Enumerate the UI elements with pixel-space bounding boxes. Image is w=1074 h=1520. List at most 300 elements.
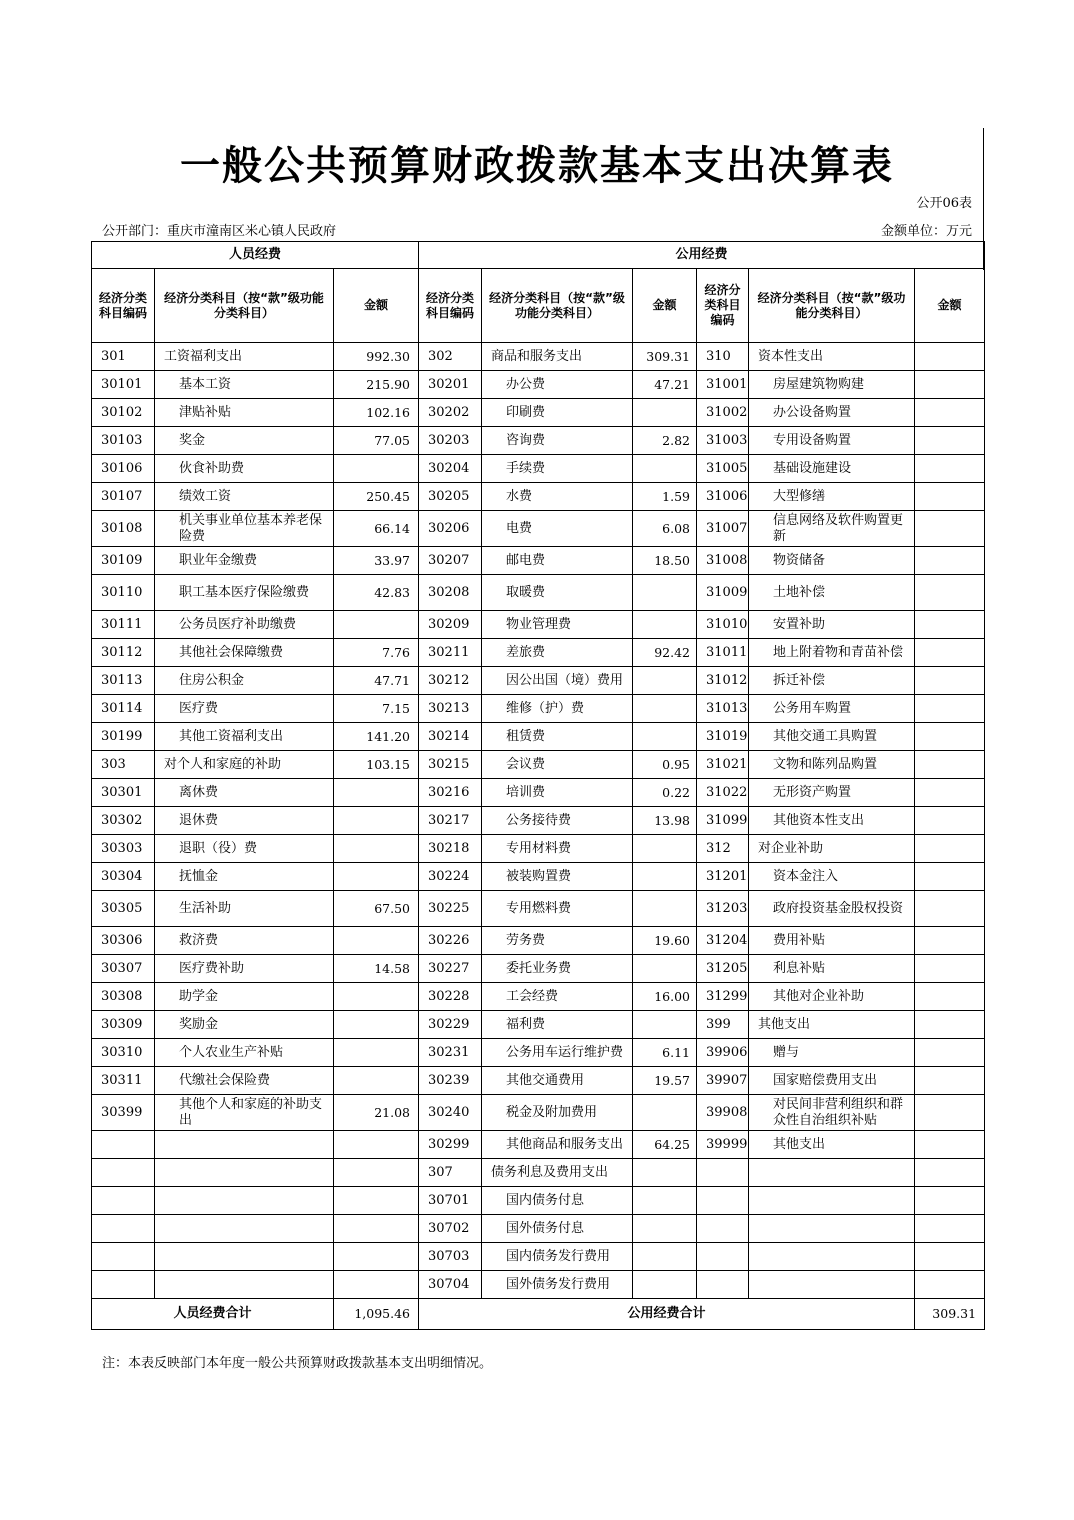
name-cell: 职工基本医疗保险缴费 <box>155 575 334 611</box>
code-cell <box>92 1131 155 1159</box>
name-cell: 国家赔偿费用支出 <box>749 1067 915 1095</box>
code-cell: 30304 <box>92 863 155 891</box>
name-cell: 赠与 <box>749 1039 915 1067</box>
amount-cell <box>915 983 985 1011</box>
name-cell: 费用补贴 <box>749 927 915 955</box>
code-cell: 31009 <box>697 575 749 611</box>
name-cell: 取暖费 <box>482 575 633 611</box>
name-cell: 劳务费 <box>482 927 633 955</box>
table-body <box>92 343 985 1299</box>
name-cell <box>749 1271 915 1299</box>
amount-cell <box>334 927 419 955</box>
amount-cell: 1.59 <box>633 483 697 511</box>
amount-cell <box>915 891 985 927</box>
name-cell: 安置补助 <box>749 611 915 639</box>
name-cell: 其他工资福利支出 <box>155 723 334 751</box>
amount-cell <box>915 371 985 399</box>
col-header-amount: 金额 <box>633 269 697 343</box>
code-cell: 30107 <box>92 483 155 511</box>
name-cell: 机关事业单位基本养老保险费 <box>155 511 334 547</box>
name-cell: 因公出国（境）费用 <box>482 667 633 695</box>
name-cell: 会议费 <box>482 751 633 779</box>
amount-cell <box>915 1131 985 1159</box>
table-row <box>92 1271 985 1299</box>
table-row <box>92 1011 985 1039</box>
name-cell: 咨询费 <box>482 427 633 455</box>
name-cell: 医疗费补助 <box>155 955 334 983</box>
amount-cell <box>915 779 985 807</box>
code-cell <box>697 1215 749 1243</box>
name-cell <box>155 1131 334 1159</box>
col-header-amount: 金额 <box>915 269 985 343</box>
code-cell: 39906 <box>697 1039 749 1067</box>
amount-cell: 42.83 <box>334 575 419 611</box>
name-cell: 其他资本性支出 <box>749 807 915 835</box>
code-cell: 30201 <box>419 371 482 399</box>
amount-cell <box>633 835 697 863</box>
code-cell <box>697 1159 749 1187</box>
amount-cell <box>915 547 985 575</box>
name-cell: 资本金注入 <box>749 863 915 891</box>
amount-cell: 14.58 <box>334 955 419 983</box>
code-cell: 30207 <box>419 547 482 575</box>
amount-cell <box>915 611 985 639</box>
amount-cell: 141.20 <box>334 723 419 751</box>
name-cell: 国内债务付息 <box>482 1187 633 1215</box>
personnel-total-label: 人员经费合计 <box>92 1299 334 1330</box>
amount-cell <box>633 723 697 751</box>
code-cell <box>92 1215 155 1243</box>
amount-cell <box>334 1187 419 1215</box>
name-cell: 公务员医疗补助缴费 <box>155 611 334 639</box>
amount-cell <box>915 751 985 779</box>
department-label: 公开部门：重庆市潼南区米心镇人民政府 <box>102 224 337 239</box>
amount-cell: 64.25 <box>633 1131 697 1159</box>
amount-cell: 19.60 <box>633 927 697 955</box>
name-cell: 退休费 <box>155 807 334 835</box>
code-cell: 30209 <box>419 611 482 639</box>
code-cell: 30703 <box>419 1243 482 1271</box>
code-cell: 31099 <box>697 807 749 835</box>
col-header-code: 经济分类科目编码 <box>92 269 155 343</box>
amount-cell: 47.71 <box>334 667 419 695</box>
amount-cell <box>334 611 419 639</box>
code-cell <box>92 1187 155 1215</box>
col-header-code: 经济分类科目编码 <box>697 269 749 343</box>
name-cell: 印刷费 <box>482 399 633 427</box>
code-cell: 30101 <box>92 371 155 399</box>
code-cell: 31012 <box>697 667 749 695</box>
table-row <box>92 639 985 667</box>
name-cell: 职业年金缴费 <box>155 547 334 575</box>
code-cell: 30308 <box>92 983 155 1011</box>
code-cell: 30106 <box>92 455 155 483</box>
amount-cell: 21.08 <box>334 1095 419 1131</box>
amount-cell <box>915 427 985 455</box>
name-cell: 水费 <box>482 483 633 511</box>
name-cell: 税金及附加费用 <box>482 1095 633 1131</box>
amount-cell <box>334 983 419 1011</box>
table-row <box>92 1215 985 1243</box>
amount-cell <box>633 455 697 483</box>
code-cell <box>92 1271 155 1299</box>
code-cell: 31204 <box>697 927 749 955</box>
amount-cell: 250.45 <box>334 483 419 511</box>
amount-cell <box>915 639 985 667</box>
code-cell: 30301 <box>92 779 155 807</box>
name-cell: 拆迁补偿 <box>749 667 915 695</box>
code-cell: 399 <box>697 1011 749 1039</box>
code-cell: 30111 <box>92 611 155 639</box>
table-row <box>92 1243 985 1271</box>
code-cell: 30228 <box>419 983 482 1011</box>
code-cell: 31001 <box>697 371 749 399</box>
amount-cell: 6.11 <box>633 1039 697 1067</box>
amount-cell: 18.50 <box>633 547 697 575</box>
name-cell: 公务用车购置 <box>749 695 915 723</box>
amount-cell: 33.97 <box>334 547 419 575</box>
name-cell: 其他个人和家庭的补助支出 <box>155 1095 334 1131</box>
name-cell: 大型修缮 <box>749 483 915 511</box>
code-cell: 30204 <box>419 455 482 483</box>
amount-cell <box>334 863 419 891</box>
table-row <box>92 927 985 955</box>
name-cell: 商品和服务支出 <box>482 343 633 371</box>
name-cell: 伙食补助费 <box>155 455 334 483</box>
amount-cell: 47.21 <box>633 371 697 399</box>
table-row <box>92 1039 985 1067</box>
amount-cell <box>334 1067 419 1095</box>
name-cell <box>155 1215 334 1243</box>
code-cell: 30311 <box>92 1067 155 1095</box>
amount-unit-label: 金额单位：万元 <box>880 224 972 239</box>
amount-cell <box>633 1271 697 1299</box>
amount-cell <box>334 807 419 835</box>
code-cell: 30218 <box>419 835 482 863</box>
amount-cell <box>915 1159 985 1187</box>
code-cell: 30208 <box>419 575 482 611</box>
table-row <box>92 343 985 371</box>
amount-cell: 7.15 <box>334 695 419 723</box>
name-cell: 对企业补助 <box>749 835 915 863</box>
name-cell <box>749 1187 915 1215</box>
amount-cell <box>334 1271 419 1299</box>
code-cell <box>697 1187 749 1215</box>
name-cell: 国外债务付息 <box>482 1215 633 1243</box>
name-cell: 培训费 <box>482 779 633 807</box>
name-cell: 手续费 <box>482 455 633 483</box>
name-cell: 工资福利支出 <box>155 343 334 371</box>
name-cell: 信息网络及软件购置更新 <box>749 511 915 547</box>
name-cell: 绩效工资 <box>155 483 334 511</box>
code-cell: 39908 <box>697 1095 749 1131</box>
amount-cell <box>334 835 419 863</box>
name-cell: 其他社会保障缴费 <box>155 639 334 667</box>
amount-cell <box>633 575 697 611</box>
amount-cell <box>915 695 985 723</box>
name-cell: 租赁费 <box>482 723 633 751</box>
table-row <box>92 723 985 751</box>
amount-cell: 2.82 <box>633 427 697 455</box>
table-row <box>92 807 985 835</box>
name-cell: 退职（役）费 <box>155 835 334 863</box>
amount-cell <box>334 1039 419 1067</box>
amount-cell: 102.16 <box>334 399 419 427</box>
name-cell <box>749 1159 915 1187</box>
totals-row <box>92 1299 985 1330</box>
name-cell: 助学金 <box>155 983 334 1011</box>
amount-cell <box>915 927 985 955</box>
amount-cell <box>915 1271 985 1299</box>
name-cell: 津贴补贴 <box>155 399 334 427</box>
code-cell: 30112 <box>92 639 155 667</box>
name-cell: 对民间非营利组织和群众性自治组织补贴 <box>749 1095 915 1131</box>
code-cell: 30205 <box>419 483 482 511</box>
table-row <box>92 835 985 863</box>
table-row <box>92 667 985 695</box>
code-cell: 31010 <box>697 611 749 639</box>
name-cell: 个人农业生产补贴 <box>155 1039 334 1067</box>
name-cell: 专用材料费 <box>482 835 633 863</box>
group-header-personnel: 人员经费 <box>92 242 419 269</box>
amount-cell <box>334 1215 419 1243</box>
code-cell: 30217 <box>419 807 482 835</box>
amount-cell: 215.90 <box>334 371 419 399</box>
code-cell: 30701 <box>419 1187 482 1215</box>
amount-cell <box>633 695 697 723</box>
code-cell: 30215 <box>419 751 482 779</box>
table-row <box>92 427 985 455</box>
name-cell: 其他交通工具购置 <box>749 723 915 751</box>
amount-cell <box>915 343 985 371</box>
table-row <box>92 695 985 723</box>
code-cell: 31022 <box>697 779 749 807</box>
code-cell: 30305 <box>92 891 155 927</box>
code-cell: 30213 <box>419 695 482 723</box>
name-cell: 福利费 <box>482 1011 633 1039</box>
amount-cell <box>334 779 419 807</box>
table-row <box>92 1131 985 1159</box>
code-cell: 31201 <box>697 863 749 891</box>
col-header-amount: 金额 <box>334 269 419 343</box>
amount-cell <box>915 399 985 427</box>
amount-cell <box>334 455 419 483</box>
name-cell: 奖金 <box>155 427 334 455</box>
code-cell: 30199 <box>92 723 155 751</box>
table-row <box>92 399 985 427</box>
table-row <box>92 483 985 511</box>
amount-cell <box>915 863 985 891</box>
name-cell: 物业管理费 <box>482 611 633 639</box>
code-cell: 31019 <box>697 723 749 751</box>
name-cell: 其他对企业补助 <box>749 983 915 1011</box>
amount-cell <box>633 1215 697 1243</box>
amount-cell <box>633 399 697 427</box>
code-cell: 30704 <box>419 1271 482 1299</box>
table-row <box>92 983 985 1011</box>
code-cell: 30225 <box>419 891 482 927</box>
name-cell: 土地补偿 <box>749 575 915 611</box>
amount-cell <box>915 1243 985 1271</box>
code-cell: 30302 <box>92 807 155 835</box>
name-cell: 被装购置费 <box>482 863 633 891</box>
amount-cell: 309.31 <box>633 343 697 371</box>
code-cell: 307 <box>419 1159 482 1187</box>
amount-cell <box>915 1011 985 1039</box>
table-row <box>92 955 985 983</box>
name-cell <box>155 1187 334 1215</box>
code-cell: 30102 <box>92 399 155 427</box>
code-cell: 30202 <box>419 399 482 427</box>
name-cell <box>749 1243 915 1271</box>
code-cell: 31002 <box>697 399 749 427</box>
table-row <box>92 1187 985 1215</box>
name-cell <box>155 1271 334 1299</box>
name-cell: 无形资产购置 <box>749 779 915 807</box>
code-cell: 30309 <box>92 1011 155 1039</box>
name-cell: 离休费 <box>155 779 334 807</box>
table-row <box>92 371 985 399</box>
name-cell: 国外债务发行费用 <box>482 1271 633 1299</box>
amount-cell: 7.76 <box>334 639 419 667</box>
code-cell: 30310 <box>92 1039 155 1067</box>
name-cell: 奖励金 <box>155 1011 334 1039</box>
amount-cell: 13.98 <box>633 807 697 835</box>
amount-cell <box>633 611 697 639</box>
amount-cell <box>915 1039 985 1067</box>
name-cell: 房屋建筑物购建 <box>749 371 915 399</box>
amount-cell <box>334 1243 419 1271</box>
name-cell: 其他支出 <box>749 1011 915 1039</box>
name-cell: 维修（护）费 <box>482 695 633 723</box>
name-cell: 住房公积金 <box>155 667 334 695</box>
name-cell: 对个人和家庭的补助 <box>155 751 334 779</box>
code-cell: 31203 <box>697 891 749 927</box>
amount-cell: 77.05 <box>334 427 419 455</box>
amount-cell <box>633 1187 697 1215</box>
code-cell: 31008 <box>697 547 749 575</box>
code-cell: 31021 <box>697 751 749 779</box>
name-cell: 医疗费 <box>155 695 334 723</box>
code-cell: 39999 <box>697 1131 749 1159</box>
amount-cell: 6.08 <box>633 511 697 547</box>
amount-cell <box>633 1243 697 1271</box>
page-title: 一般公共预算财政拨款基本支出决算表 <box>180 143 894 189</box>
amount-cell: 19.57 <box>633 1067 697 1095</box>
table-row <box>92 863 985 891</box>
name-cell: 邮电费 <box>482 547 633 575</box>
code-cell: 30231 <box>419 1039 482 1067</box>
amount-cell <box>633 955 697 983</box>
code-cell: 31011 <box>697 639 749 667</box>
amount-cell: 66.14 <box>334 511 419 547</box>
code-cell: 30307 <box>92 955 155 983</box>
table-row <box>92 575 985 611</box>
table-row <box>92 891 985 927</box>
code-cell: 30216 <box>419 779 482 807</box>
amount-cell <box>915 1215 985 1243</box>
name-cell: 物资储备 <box>749 547 915 575</box>
name-cell: 国内债务发行费用 <box>482 1243 633 1271</box>
amount-cell <box>915 1187 985 1215</box>
code-cell: 302 <box>419 343 482 371</box>
amount-cell <box>915 455 985 483</box>
code-cell: 30306 <box>92 927 155 955</box>
name-cell: 基本工资 <box>155 371 334 399</box>
amount-cell <box>633 863 697 891</box>
amount-cell <box>633 667 697 695</box>
name-cell: 差旅费 <box>482 639 633 667</box>
code-cell: 31007 <box>697 511 749 547</box>
amount-cell <box>334 1131 419 1159</box>
amount-cell <box>633 1159 697 1187</box>
code-cell: 30212 <box>419 667 482 695</box>
name-cell <box>155 1159 334 1187</box>
amount-cell <box>915 723 985 751</box>
table-row <box>92 1095 985 1131</box>
table-row <box>92 547 985 575</box>
amount-cell: 92.42 <box>633 639 697 667</box>
name-cell: 公务用车运行维护费 <box>482 1039 633 1067</box>
name-cell: 委托业务费 <box>482 955 633 983</box>
name-cell: 工会经费 <box>482 983 633 1011</box>
code-cell <box>697 1271 749 1299</box>
code-cell: 30229 <box>419 1011 482 1039</box>
amount-cell <box>633 1095 697 1131</box>
name-cell: 电费 <box>482 511 633 547</box>
code-cell: 30103 <box>92 427 155 455</box>
code-cell: 30227 <box>419 955 482 983</box>
amount-cell <box>915 1095 985 1131</box>
name-cell: 抚恤金 <box>155 863 334 891</box>
code-cell: 30109 <box>92 547 155 575</box>
code-cell: 301 <box>92 343 155 371</box>
public-total-label: 公用经费合计 <box>419 1299 915 1330</box>
amount-cell: 0.22 <box>633 779 697 807</box>
code-cell: 31205 <box>697 955 749 983</box>
code-cell <box>92 1159 155 1187</box>
amount-cell <box>915 667 985 695</box>
name-cell: 其他支出 <box>749 1131 915 1159</box>
code-cell: 30399 <box>92 1095 155 1131</box>
code-cell: 312 <box>697 835 749 863</box>
code-cell: 30226 <box>419 927 482 955</box>
code-cell <box>92 1243 155 1271</box>
name-cell: 其他商品和服务支出 <box>482 1131 633 1159</box>
amount-cell <box>633 891 697 927</box>
name-cell: 生活补助 <box>155 891 334 927</box>
amount-cell: 16.00 <box>633 983 697 1011</box>
name-cell: 专用燃料费 <box>482 891 633 927</box>
code-cell: 30303 <box>92 835 155 863</box>
name-cell: 公务接待费 <box>482 807 633 835</box>
name-cell: 资本性支出 <box>749 343 915 371</box>
code-cell: 30114 <box>92 695 155 723</box>
code-cell: 30702 <box>419 1215 482 1243</box>
name-cell: 利息补贴 <box>749 955 915 983</box>
name-cell: 办公设备购置 <box>749 399 915 427</box>
code-cell: 30108 <box>92 511 155 547</box>
amount-cell <box>915 1067 985 1095</box>
amount-cell <box>915 511 985 547</box>
code-cell: 30224 <box>419 863 482 891</box>
name-cell: 办公费 <box>482 371 633 399</box>
name-cell: 政府投资基金股权投资 <box>749 891 915 927</box>
code-cell: 30240 <box>419 1095 482 1131</box>
group-header-public: 公用经费 <box>419 242 985 269</box>
public-total-value: 309.31 <box>915 1299 985 1330</box>
amount-cell <box>633 1011 697 1039</box>
